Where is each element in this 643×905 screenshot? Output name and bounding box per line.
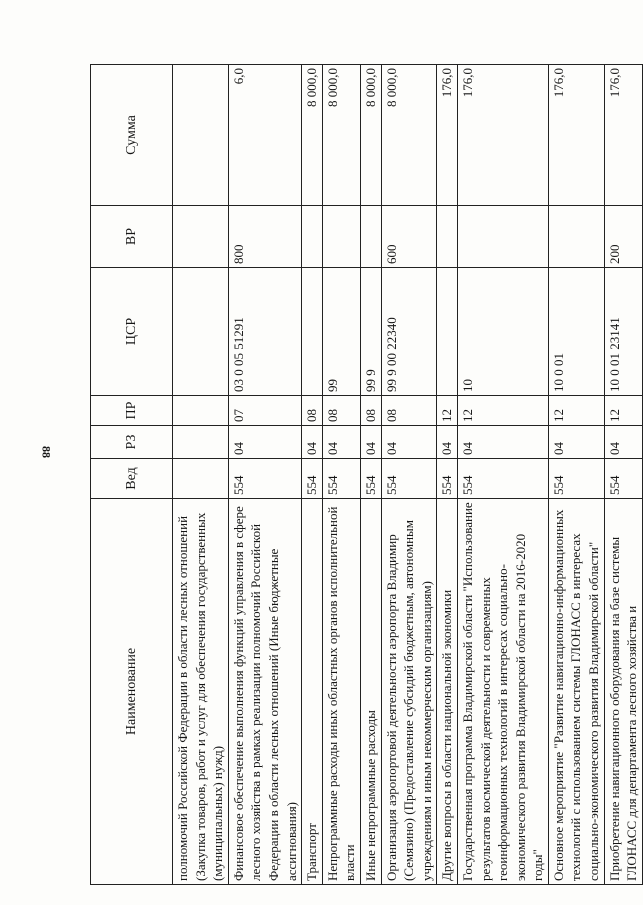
cell-csr: 99 9 <box>360 268 381 396</box>
cell-name: Финансовое обеспечение выполнения функций управления в сфере лесного хозяйства в рамках реализации полномочий Российской Федерации в области лесных отношений (Иные бюджетные ассигнования) <box>228 499 301 885</box>
header-vr: ВР <box>91 206 173 268</box>
table-row <box>437 65 458 885</box>
cell-name: Другие вопросы в области национальной экономики <box>437 499 458 885</box>
header-pr: ПР <box>91 396 173 426</box>
cell-sum: 8 000,0 <box>322 65 360 206</box>
header-row <box>91 65 173 885</box>
header-csr: ЦСР <box>91 268 173 396</box>
header-sum: Сумма <box>91 65 173 206</box>
cell-pr <box>173 396 229 426</box>
cell-sum: 8 000,0 <box>302 65 323 206</box>
cell-ved: 554 <box>604 459 642 499</box>
header-name: Наименование <box>91 499 173 885</box>
cell-pr: 12 <box>604 396 642 426</box>
cell-ved: 554 <box>437 459 458 499</box>
header-rz: РЗ <box>91 426 173 459</box>
cell-rz: 04 <box>360 426 381 459</box>
cell-vr <box>360 206 381 268</box>
cell-csr: 10 0 01 23141 <box>604 268 642 396</box>
cell-pr: 08 <box>381 396 437 426</box>
table-row <box>302 65 323 885</box>
cell-pr: 08 <box>360 396 381 426</box>
cell-name: Иные непрограммные расходы <box>360 499 381 885</box>
cell-sum: 6,0 <box>228 65 301 206</box>
cell-ved: 554 <box>360 459 381 499</box>
cell-ved: 554 <box>228 459 301 499</box>
cell-name: Непрограммные расходы иных областных органов исполнительной власти <box>322 499 360 885</box>
cell-csr: 99 9 00 22340 <box>381 268 437 396</box>
cell-name: Организация аэропортовой деятельности аэропорта Владимир (Семязино) (Предоставление субсидий бюджетным, автономным учреждениям и иным некоммерческим организациям) <box>381 499 437 885</box>
cell-csr: 10 0 01 <box>548 268 604 396</box>
cell-csr: 99 <box>322 268 360 396</box>
cell-name: Основное мероприятие "Развитие навигационно-информационных технологий с использованием системы ГЛОНАСС в интересах социально-экономического развития Владимирской области" <box>548 499 604 885</box>
cell-rz: 04 <box>604 426 642 459</box>
cell-vr <box>548 206 604 268</box>
cell-rz: 04 <box>457 426 548 459</box>
table-row <box>548 65 604 885</box>
cell-name: Государственная программа Владимирской области "Использование результатов космической деятельности и современных геоинформационных технологий в интересах социально-экономического развития Владимирской области на 2016-2020 годы" <box>457 499 548 885</box>
cell-ved: 554 <box>381 459 437 499</box>
cell-ved: 554 <box>322 459 360 499</box>
cell-pr: 12 <box>548 396 604 426</box>
table-row <box>360 65 381 885</box>
cell-pr: 08 <box>302 396 323 426</box>
cell-rz <box>173 426 229 459</box>
cell-ved <box>173 459 229 499</box>
cell-csr <box>437 268 458 396</box>
cell-sum: 176,0 <box>437 65 458 206</box>
cell-vr <box>322 206 360 268</box>
table-row <box>322 65 360 885</box>
cell-pr: 08 <box>322 396 360 426</box>
cell-rz: 04 <box>322 426 360 459</box>
cell-vr <box>302 206 323 268</box>
cell-rz: 04 <box>228 426 301 459</box>
header-ved: Вед <box>91 459 173 499</box>
cell-csr <box>173 268 229 396</box>
cell-sum: 8 000,0 <box>381 65 437 206</box>
cell-rz: 04 <box>381 426 437 459</box>
cell-rz: 04 <box>437 426 458 459</box>
cell-sum: 176,0 <box>457 65 548 206</box>
cell-pr: 12 <box>437 396 458 426</box>
table-row <box>228 65 301 885</box>
cell-sum <box>173 65 229 206</box>
table-row <box>604 65 642 885</box>
table-viewport <box>90 65 640 885</box>
cell-vr: 200 <box>604 206 642 268</box>
cell-csr: 10 <box>457 268 548 396</box>
table-canvas <box>90 65 640 885</box>
cell-pr: 07 <box>228 396 301 426</box>
budget-table <box>90 64 643 885</box>
cell-sum: 176,0 <box>548 65 604 206</box>
cell-vr <box>437 206 458 268</box>
cell-csr <box>302 268 323 396</box>
cell-vr <box>457 206 548 268</box>
table-row <box>457 65 548 885</box>
cell-sum: 176,0 <box>604 65 642 206</box>
cell-ved: 554 <box>457 459 548 499</box>
cell-rz: 04 <box>302 426 323 459</box>
cell-pr: 12 <box>457 396 548 426</box>
cell-rz: 04 <box>548 426 604 459</box>
cell-name: Транспорт <box>302 499 323 885</box>
cell-vr <box>173 206 229 268</box>
cell-ved: 554 <box>302 459 323 499</box>
cell-csr: 03 0 05 51291 <box>228 268 301 396</box>
page-number: 88 <box>39 446 54 458</box>
table-row <box>173 65 229 885</box>
cell-vr: 600 <box>381 206 437 268</box>
cell-name: Приобретение навигационного оборудования на базе системы ГЛОНАСС для департамента лесного хозяйства и <box>604 499 642 885</box>
cell-name: полномочий Российской Федерации в области лесных отношений (Закупка товаров, работ и услуг для обеспечения государственных (муниципальных) нужд) <box>173 499 229 885</box>
table-row <box>381 65 437 885</box>
cell-sum: 8 000,0 <box>360 65 381 206</box>
cell-vr: 800 <box>228 206 301 268</box>
cell-ved: 554 <box>548 459 604 499</box>
